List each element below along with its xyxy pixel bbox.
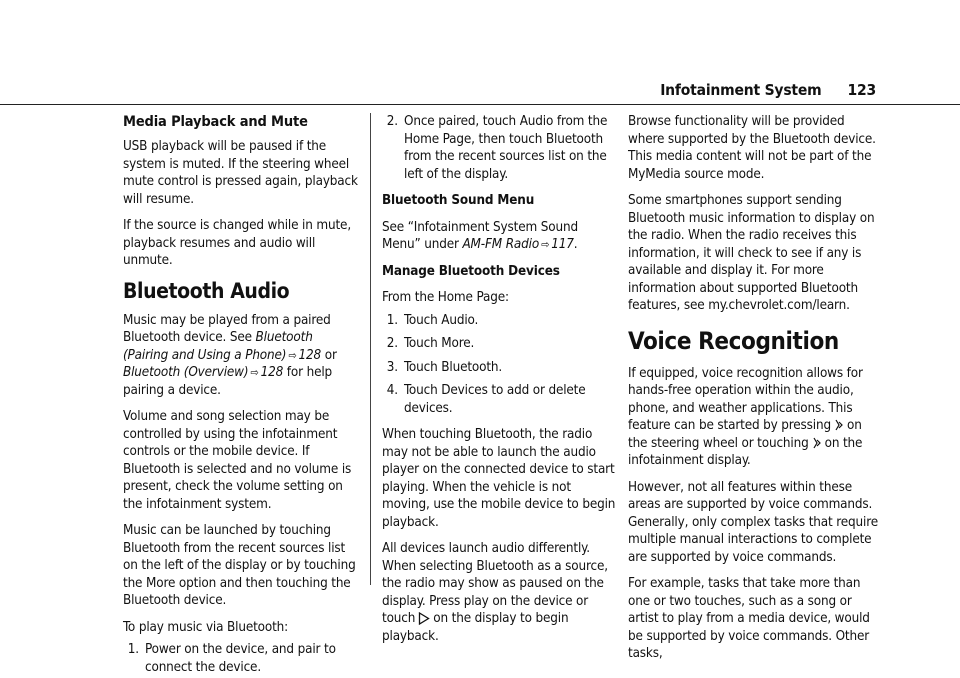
para-to-play: To play music via Bluetooth: bbox=[123, 619, 289, 635]
link-bluetooth-pairing[interactable]: Bluetooth (Pairing and Using a Phone) bbox=[123, 330, 313, 363]
list-item: 2. Touch More. bbox=[386, 336, 475, 351]
column-1 bbox=[123, 113, 361, 678]
page-ref-arrow-icon: ⇨ bbox=[288, 348, 297, 362]
column-divider bbox=[370, 113, 371, 585]
page-ref-117[interactable]: 117 bbox=[551, 237, 574, 252]
para-all-devices: All devices launch audio differently. When selecting Bluetooth as a source, the radio may show as paused on the display. Press play on the device or touch on the display to begin playback. bbox=[382, 541, 608, 644]
page-ref-arrow-icon: ⇨ bbox=[541, 238, 550, 251]
heading-manage-bt-devices: Manage Bluetooth Devices bbox=[382, 263, 560, 279]
para-music-paired: Music may be played from a paired Bluetooth device. See Bluetooth (Pairing and Using a Phone) ⇨ 128 or Bluetooth (Overview) ⇨ 128 for help pairing a device. bbox=[123, 312, 337, 398]
header-rule bbox=[0, 104, 960, 105]
heading-voice-recognition: Voice Recognition bbox=[628, 326, 839, 355]
para-example: For example, tasks that take more than one or two touches, such as a song or artist to play from a media device, would be supported by voice commands. Other tasks, bbox=[628, 576, 870, 661]
list-item: 3. Touch Bluetooth. bbox=[386, 359, 503, 375]
list-item: 2. Once paired, touch Audio from the Home Page, then touch Bluetooth from the recent sources list on the left of the display. bbox=[386, 114, 608, 182]
para-launch: Music can be launched by touching Bluetooth from the recent sources list on the left of the display or by touching the More option and then touching the Bluetooth device. bbox=[123, 523, 356, 608]
page-ref-128b[interactable]: 128 bbox=[260, 365, 284, 380]
para-volume: Volume and song selection may be controlled by using the infotainment controls or the mobile device. If Bluetooth is selected and no volume is present, check the volume setting on the infotainment system. bbox=[123, 409, 352, 512]
voice-command-icon bbox=[812, 437, 822, 449]
list-item: 4. Touch Devices to add or delete devices. bbox=[386, 383, 586, 416]
para-when-touching: When touching Bluetooth, the radio may not be able to launch the audio player on the connected device to start playing. When the vehicle is not moving, use the mobile device to begin playback. bbox=[382, 427, 616, 530]
play-icon bbox=[418, 612, 430, 625]
voice-command-icon bbox=[834, 419, 844, 431]
heading-media-playback: Media Playback and Mute bbox=[123, 114, 308, 130]
para-if-equipped: If equipped, voice recognition allows for hands-free operation within the audio, phone, and weather applications. This feature can be started by pressing on the steering wheel or touching on the infotainment display. bbox=[628, 365, 863, 468]
para-browse: Browse functionality will be provided where supported by the Bluetooth device. This media content will not be part of the MyMedia source mode. bbox=[628, 114, 876, 182]
page-ref-arrow-icon: ⇨ bbox=[250, 366, 259, 379]
para-usb-paused: USB playback will be paused if the system is muted. If the steering wheel mute control is pressed again, playback will resume. bbox=[123, 139, 358, 207]
para-however: However, not all features within these areas are supported by voice commands. Generally, only complex tasks that require multiple manual interactions to complete are supported by voice commands. bbox=[628, 479, 878, 565]
para-from-home: From the Home Page: bbox=[382, 290, 509, 305]
list-item: 1. Touch Audio. bbox=[386, 312, 479, 328]
bt-play-steps-cont bbox=[382, 113, 616, 183]
para-see-sound-menu: See “Infotainment System Sound Menu” under AM-FM Radio ⇨ 117. bbox=[382, 219, 578, 252]
column-2 bbox=[382, 113, 616, 654]
page-ref-128a[interactable]: 128 bbox=[298, 347, 322, 363]
list-item: 1. Power on the device, and pair to connect the device. bbox=[127, 642, 336, 675]
running-header bbox=[660, 82, 876, 100]
heading-bluetooth-audio: Bluetooth Audio bbox=[123, 278, 290, 303]
manage-steps bbox=[382, 312, 616, 418]
section-title: Infotainment System bbox=[660, 81, 822, 99]
link-am-fm-radio[interactable]: AM-FM Radio bbox=[462, 237, 540, 252]
link-bluetooth-overview[interactable]: Bluetooth (Overview) bbox=[123, 365, 249, 380]
column-3 bbox=[628, 113, 882, 672]
bt-play-steps bbox=[123, 641, 361, 676]
page-number: 123 bbox=[847, 81, 876, 99]
para-smartphones: Some smartphones support sending Bluetooth music information to display on the radio. When the radio receives this information, it will check to see if any is available and display it. For more information about supported Bluetooth features, see my.chevrolet.com/learn. bbox=[628, 193, 875, 313]
para-source-changed: If the source is changed while in mute, playback resumes and audio will unmute. bbox=[123, 218, 351, 268]
heading-bt-sound-menu: Bluetooth Sound Menu bbox=[382, 193, 535, 208]
